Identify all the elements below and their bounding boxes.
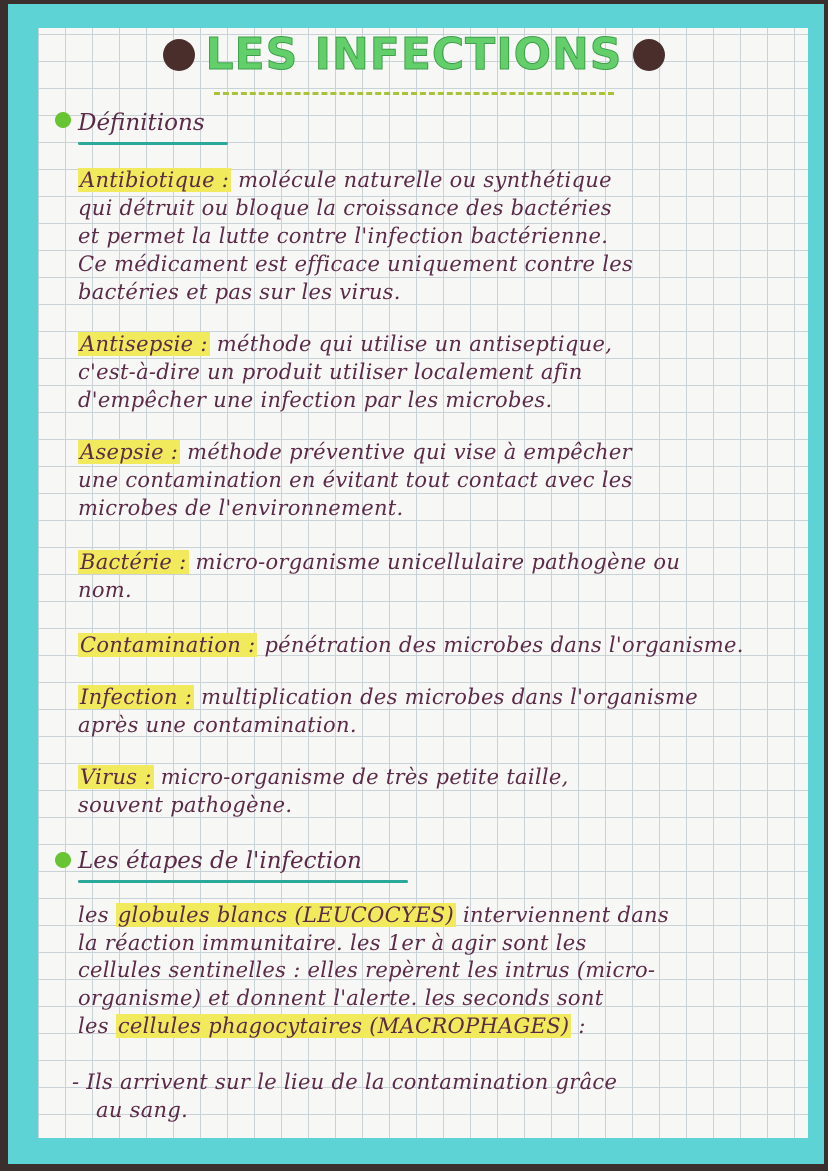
section-bullet bbox=[55, 852, 71, 868]
title-dot-right bbox=[633, 39, 665, 71]
paragraph-line: cellules sentinelles : elles repèrent les intrus (micro- bbox=[78, 958, 656, 982]
definition-line bbox=[78, 252, 633, 276]
paragraph-line: organisme) et donnent l'alerte. les seconds sont bbox=[78, 986, 604, 1010]
bullet-line: - Ils arrivent sur le lieu de la contamination grâce bbox=[72, 1070, 618, 1094]
definition-text: pénétration des microbes dans l'organisme. bbox=[264, 633, 744, 657]
definition-term: Antibiotique : bbox=[80, 168, 230, 192]
paragraph-line bbox=[78, 903, 669, 927]
definition-line bbox=[78, 332, 612, 356]
definition-line bbox=[78, 685, 698, 709]
definition-line bbox=[78, 388, 552, 412]
etapes-heading: Les étapes de l'infection bbox=[78, 848, 362, 874]
definition-text: qui détruit ou bloque la croissance des bactéries bbox=[78, 196, 612, 220]
section-bullet bbox=[55, 112, 71, 128]
definition-text: souvent pathogène. bbox=[78, 793, 293, 817]
definition-text: micro-organisme unicellulaire pathogène ou bbox=[195, 550, 681, 574]
definition-line bbox=[78, 793, 292, 817]
definition-text: après une contamination. bbox=[78, 713, 357, 737]
definition-line bbox=[78, 224, 608, 248]
heading-underline bbox=[78, 880, 408, 883]
text: les bbox=[78, 1014, 109, 1038]
title-row bbox=[38, 26, 790, 84]
definition-text: une contamination en évitant tout contact avec les bbox=[78, 468, 633, 492]
definition-text: c'est-à-dire un produit utiliser localement afin bbox=[78, 360, 583, 384]
definition-line bbox=[78, 440, 632, 464]
definition-line bbox=[78, 578, 132, 602]
bullet-line: au sang. bbox=[96, 1098, 189, 1122]
definition-text: méthode préventive qui vise à empêcher bbox=[187, 440, 632, 464]
definition-term: Bactérie : bbox=[80, 550, 187, 574]
definition-term: Infection : bbox=[80, 685, 193, 709]
text: : bbox=[578, 1014, 586, 1038]
definition-line bbox=[78, 280, 401, 304]
definitions-heading: Définitions bbox=[78, 110, 205, 136]
definition-text: méthode qui utilise un antiseptique, bbox=[216, 332, 613, 356]
text: les bbox=[78, 903, 109, 927]
definition-term: Antisepsie : bbox=[80, 332, 208, 356]
definition-line bbox=[78, 765, 569, 789]
text: interviennent dans bbox=[462, 903, 669, 927]
highlighted-term: globules blancs (LEUCOCYES) bbox=[117, 903, 454, 927]
definition-text: nom. bbox=[78, 578, 132, 602]
page-title: LES INFECTIONS bbox=[205, 29, 623, 80]
title-dot-left bbox=[163, 39, 195, 71]
heading-underline bbox=[78, 142, 228, 145]
definition-term: Virus : bbox=[80, 765, 152, 789]
definition-line bbox=[78, 550, 680, 574]
definition-text: et permet la lutte contre l'infection bactérienne. bbox=[78, 224, 609, 248]
definition-line bbox=[78, 360, 583, 384]
definition-line bbox=[78, 196, 612, 220]
definition-line bbox=[78, 468, 633, 492]
paragraph-line: la réaction immunitaire. les 1er à agir sont les bbox=[78, 931, 587, 955]
highlighted-term: cellules phagocytaires (MACROPHAGES) bbox=[117, 1014, 570, 1038]
definition-line bbox=[78, 713, 357, 737]
definition-text: micro-organisme de très petite taille, bbox=[160, 765, 569, 789]
definition-text: microbes de l'environnement. bbox=[78, 496, 404, 520]
paragraph-line bbox=[78, 1014, 586, 1038]
definition-text: Ce médicament est efficace uniquement contre les bbox=[78, 252, 634, 276]
definition-text: molécule naturelle ou synthétique bbox=[238, 168, 612, 192]
definition-text: multiplication des microbes dans l'organisme bbox=[201, 685, 698, 709]
definition-term: Contamination : bbox=[80, 633, 256, 657]
definition-term: Asepsie : bbox=[80, 440, 179, 464]
definition-line bbox=[78, 633, 744, 657]
definition-line bbox=[78, 168, 612, 192]
definition-text: d'empêcher une infection par les microbes. bbox=[78, 388, 553, 412]
title-underline bbox=[214, 92, 614, 95]
definition-text: bactéries et pas sur les virus. bbox=[78, 280, 401, 304]
definition-line bbox=[78, 496, 404, 520]
